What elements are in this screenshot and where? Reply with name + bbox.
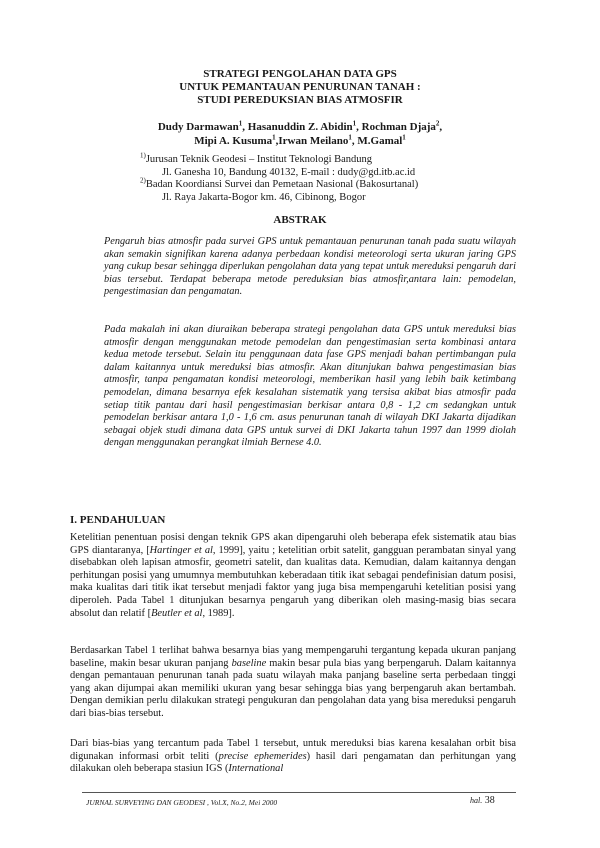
citation: Beutler et al bbox=[151, 607, 203, 619]
affiliation-1-name: $^{1)}$Jurusan Teknik Geodesi – Institut Teknologi Bandung bbox=[140, 151, 373, 165]
paper-title bbox=[0, 68, 600, 107]
affiliation-2-address: Jl. Raya Jakarta-Bogor km. 46, Cibinong, Bogor bbox=[162, 191, 366, 203]
footer-divider bbox=[82, 792, 516, 793]
abstract-heading: ABSTRAK bbox=[273, 214, 327, 226]
citation: Hartinger et al bbox=[149, 544, 213, 556]
affiliations bbox=[140, 151, 480, 204]
footer-journal-name: JURNAL SURVEYING DAN GEODESI , Vol.X, No.2, Mei 2000 bbox=[86, 798, 278, 807]
author-line-1: Dudy Darmawan$^1$, Hasanuddin Z. Abidin$^1$, Rochman Djaja$^2$, bbox=[157, 119, 443, 133]
body-paragraph-2: Berdasarkan Tabel 1 terlihat bahwa besarnya bias yang mempengaruhi tergantung kepada ukuran panjang baseline, makin besar ukuran panjang baseline makin besar pula bias yang berpengaruh. Dalam kaitannya dengan pemantauan penurunan tanah pada suatu wilayah maka panjang baseline serta perbedaan tinggi yang akan dijumpai akan memiliki ukuran yang besar sehingga bias yang berpengaruh akan bertambah. Dengan demikian perlu dilakukan strategi pengukuran dan pengolahan data yang bisa mereduksi pengaruh dari bias-bias tersebut. bbox=[70, 645, 516, 719]
body-paragraph-1: Ketelitian penentuan posisi dengan teknik GPS akan dipengaruhi oleh beberapa efek sistematik atau bias GPS diantaranya, [Hartinger et al, 1999], yaitu ; ketelitian orbit satelit, gangguan perambatan sinyal yang disebabkan oleh lapisan atmosfir, geometri satelit, dan kualitas data. Kemudian, dalam kaitannya dengan perhitungan posisi yang umumnya membutuhkan keberadaan titik ikat sebagai pendefinisian datum posisi, maka kualitas dari titik ikat tersebut menjadi faktor yang juga bisa mempengaruhi ketelitian posisi yang diperoleh. Pada Tabel 1 ditunjukan besarnya pengaruh yang diberikan oleh masing-masig bias secara absolut dan relatif [Beutler et al, 1989]. bbox=[70, 532, 516, 619]
abstract-paragraph-2: Pada makalah ini akan diuraikan beberapa strategi pengolahan data GPS untuk mereduksi bias atmosfir dengan menggunakan metode pemodelan dan pengestimasian serta kombinasi antara kedua metode tersebut. Selain itu penggunaan data fase GPS menjadi bahan pertimbangan pula dalam kaitannya untuk mereduksi bias atmosfir. Akan ditunjukan bahwa pengestimasian bias atmosfir, tanpa pengamatan kondisi meteorologi, memberikan hasil yang lebih baik ketimbang pemodelan, dimana besarnya efek kesalahan sistematik yang tersisa akibat bias atmosfir pada setiap titik pantau dari hasil pengestimasian berkisar antara 0,8 - 1,2 cm sedangkan untuk pemodelan berkisar antara 1,0 - 1,6 cm. asus penurunan tanah di wilayah DKI Jakarta dijadikan sebagai objek studi dimana data GPS untuk survei di DKI Jakarta tahun 1997 dan 1999 diolah dengan menggunakan perangkat ilmiah Bernese 4.0. bbox=[104, 324, 516, 449]
title-line-3: STUDI PEREDUKSIAN BIAS ATMOSFIR bbox=[197, 94, 403, 106]
affiliation-1-address: Jl. Ganesha 10, Bandung 40132, E-mail : dudy@gd.itb.ac.id bbox=[162, 166, 416, 178]
affiliation-2-name: $^{2)}$Badan Koordiansi Survei dan Pemetaan Nasional (Bakosurtanal) bbox=[140, 176, 419, 190]
abstract-paragraph-1: Pengaruh bias atmosfir pada survei GPS untuk pemantauan penurunan tanah pada suatu wilayah akan semakin signifikan karena adanya perbedaan kondisi meteorologi serta ukuran jaring GPS yang cukup besar sehingga diperlukan pengolahan data yang tepat untuk mereduksi pengaruh dari bias tersebut. Terdapat beberapa metode pereduksian bias atmosfir,antara lain: pemodelan, pengestimasian dan pengamatan. bbox=[104, 236, 516, 298]
title-line-2: UNTUK PEMANTAUAN PENURUNAN TANAH : bbox=[179, 81, 421, 93]
author-list bbox=[0, 120, 600, 148]
author-line-2: Mipi A. Kusuma$^1$,Irwan Meilano$^1$, M.Gamal$^1$ bbox=[194, 133, 406, 147]
section-heading: I. PENDAHULUAN bbox=[70, 514, 166, 526]
title-line-1: STRATEGI PENGOLAHAN DATA GPS bbox=[203, 68, 397, 80]
page-number: hal. 38 bbox=[470, 795, 495, 806]
body-paragraph-3: Dari bias-bias yang tercantum pada Tabel 1 tersebut, untuk mereduksi bias karena kesalahan orbit bisa digunakan informasi orbit teliti (precise ephemerides) hasil dari pengamatan dan perhitungan yang dilakukan oleh beberapa stasiun IGS (International bbox=[70, 738, 516, 775]
